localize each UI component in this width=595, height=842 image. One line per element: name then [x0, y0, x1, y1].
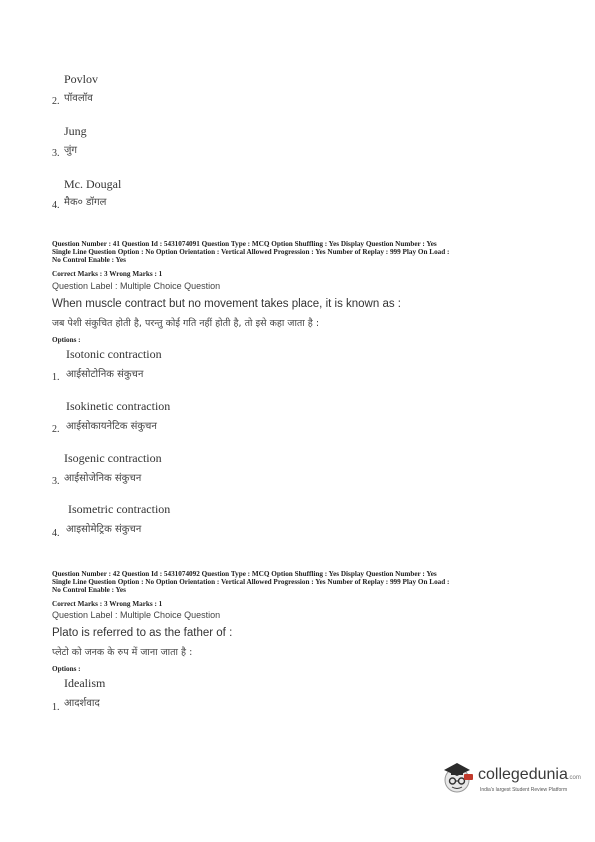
option-text-hi: आईसोकायनेटिक संकुचन	[66, 421, 157, 432]
option-number: 3.	[52, 476, 60, 487]
question-label: Question Label : Multiple Choice Question	[52, 610, 221, 620]
option-number: 4.	[52, 200, 60, 211]
options-heading: Options :	[52, 336, 81, 344]
logo-wordmark	[478, 766, 581, 784]
option-text-en: Idealism	[64, 676, 106, 690]
option-text-hi: पॉवलॉव	[64, 93, 93, 104]
option-text-en: Isometric contraction	[68, 502, 171, 516]
graduate-mascot-icon	[440, 760, 476, 800]
option-number: 2.	[52, 96, 60, 107]
option-number: 4.	[52, 528, 60, 539]
question-label: Question Label : Multiple Choice Question	[52, 281, 221, 291]
question-text-hi: प्लेटो को जनक के रुप में जाना जाता है :	[52, 647, 193, 658]
option-text-en: Isogenic contraction	[64, 451, 162, 465]
collegedunia-logo	[440, 760, 580, 804]
option-text-hi: आदर्शवाद	[64, 698, 100, 709]
question-text-hi: जब पेशी संकुचित होती है, परन्तु कोई गति नहीं होती है, तो इसे कहा जाता है :	[52, 318, 320, 329]
meta-line: Question Number : 42 Question Id : 5431074092 Question Type : MCQ Option Shuffling : Yes Display Question Number : Yes	[52, 570, 437, 578]
question-meta	[52, 570, 552, 594]
question-meta	[52, 240, 552, 264]
marks-line: Correct Marks : 3 Wrong Marks : 1	[52, 600, 163, 608]
option-text-en: Povlov	[64, 72, 99, 86]
option-number: 2.	[52, 424, 60, 435]
options-heading: Options :	[52, 665, 81, 673]
option-number: 1.	[52, 372, 60, 383]
logo-tld: .com	[567, 775, 581, 781]
meta-line: Single Line Question Option : No Option Orientation : Vertical Allowed Progression : Yes Number of Replay : 999 Play On Load :	[52, 248, 450, 256]
option-text-en: Mc. Dougal	[64, 177, 122, 191]
option-text-hi: आईसोजेनिक संकुचन	[64, 473, 142, 484]
option-text-en: Jung	[64, 124, 87, 138]
option-text-hi: आइसोमेट्रिक संकुचन	[66, 524, 142, 535]
meta-line: Question Number : 41 Question Id : 5431074091 Question Type : MCQ Option Shuffling : Yes Display Question Number : Yes	[52, 240, 437, 248]
option-text-hi: आईसोटोनिक संकुचन	[66, 369, 144, 380]
meta-line: No Control Enable : Yes	[52, 586, 126, 594]
option-text-hi: जुंग	[64, 145, 78, 156]
question-text-en: When muscle contract but no movement takes place, it is known as :	[52, 298, 401, 310]
logo-tagline: India's largest Student Review Platform	[480, 787, 568, 793]
option-text-en: Isokinetic contraction	[66, 399, 171, 413]
marks-line: Correct Marks : 3 Wrong Marks : 1	[52, 270, 163, 278]
option-number: 1.	[52, 702, 60, 713]
option-text-en: Isotonic contraction	[66, 347, 162, 361]
option-text-hi: मैक० डॉगल	[64, 197, 107, 208]
logo-name: collegedunia	[478, 766, 568, 783]
meta-line: Single Line Question Option : No Option Orientation : Vertical Allowed Progression : Yes Number of Replay : 999 Play On Load :	[52, 578, 450, 586]
meta-line: No Control Enable : Yes	[52, 256, 126, 264]
option-number: 3.	[52, 148, 60, 159]
question-text-en: Plato is referred to as the father of :	[52, 627, 233, 639]
